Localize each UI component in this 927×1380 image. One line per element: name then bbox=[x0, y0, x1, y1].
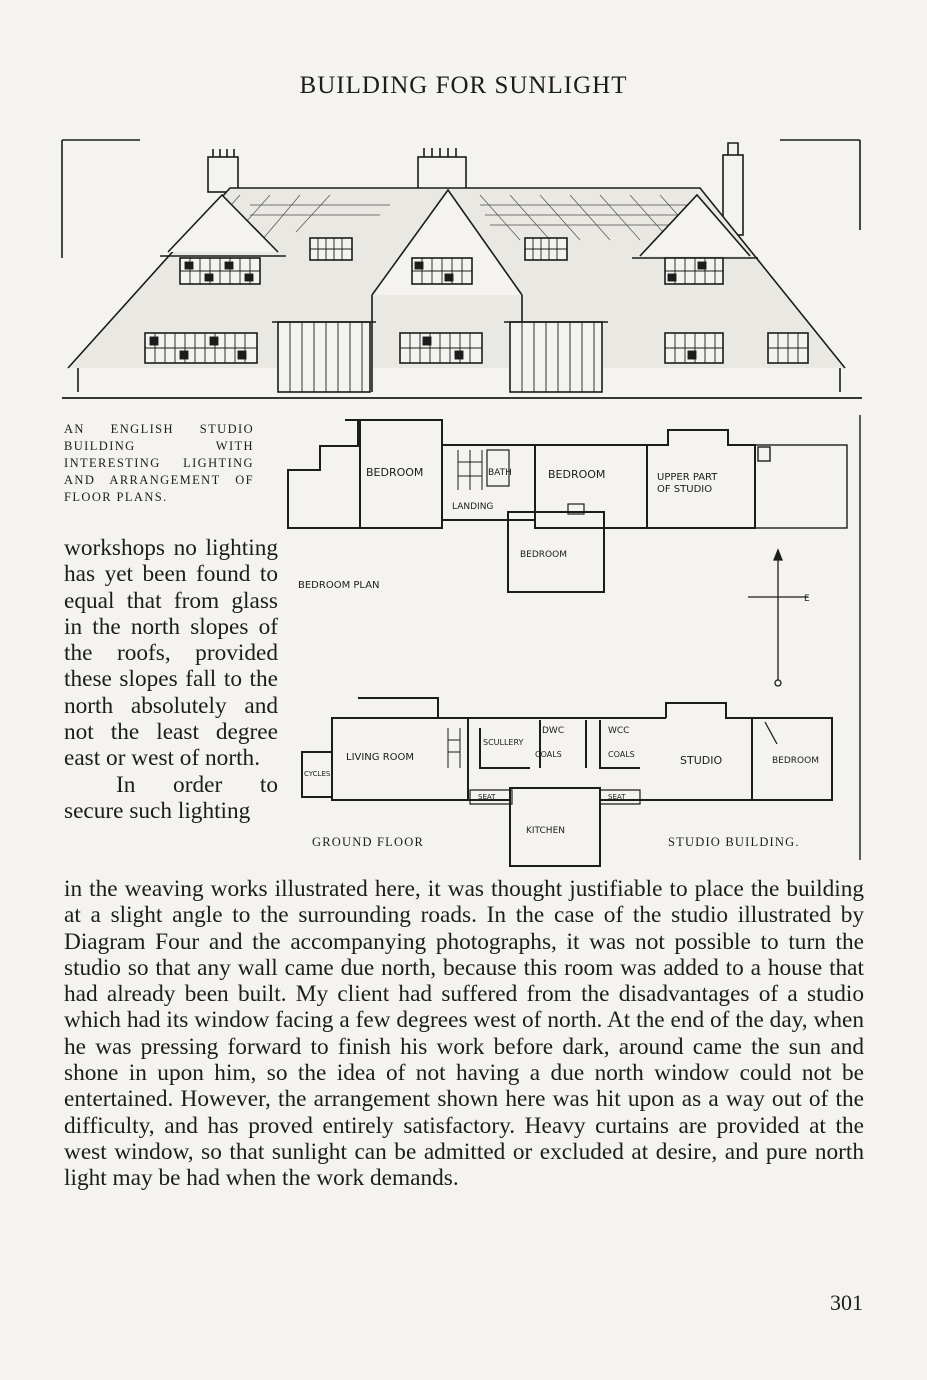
compass-mark: E bbox=[804, 594, 810, 604]
figure-caption: AN ENGLISH STUDIO BUILDING WITH INTERESTING LIGHTING AND ARRANGEMENT OF FLOOR PLANS. bbox=[64, 422, 254, 504]
room-label: SEAT bbox=[608, 793, 626, 801]
room-label: BEDROOM bbox=[772, 756, 819, 766]
room-label: BEDROOM bbox=[520, 550, 567, 560]
paragraph: workshops no lighting has yet been found to equal that from glass in the north slopes of the roofs, provided these slopes fall to the north absolutely and not the least degree east or west of north. bbox=[64, 535, 278, 772]
plan-title: BEDROOM PLAN bbox=[298, 580, 380, 591]
plan-label-studio: STUDIO BUILDING. bbox=[668, 835, 800, 849]
room-label: DWC bbox=[542, 726, 565, 736]
room-label: COALS bbox=[608, 750, 635, 759]
narrow-column bbox=[64, 535, 278, 824]
room-label: LIVING ROOM bbox=[346, 752, 415, 763]
room-label: WCC bbox=[608, 726, 630, 736]
room-label: SCULLERY bbox=[483, 738, 524, 747]
room-label: CYCLES bbox=[304, 770, 331, 778]
room-label: UPPER PART bbox=[657, 472, 718, 483]
room-label: KITCHEN bbox=[526, 826, 565, 836]
room-label: LANDING bbox=[452, 502, 494, 512]
room-label: COALS bbox=[535, 750, 562, 759]
room-label: BATH bbox=[488, 468, 512, 478]
room-label: OF STUDIO bbox=[657, 484, 713, 495]
room-label: BEDROOM bbox=[548, 468, 606, 481]
paragraph: In order to secure such lighting bbox=[64, 771, 278, 824]
body-paragraph: in the weaving works illustrated here, it was thought justifiable to place the building at a slight angle to the surrounding roads. In the case of the studio illustrated by Diagram Four and the accompanying photographs, it was not possible to turn the studio so that any wall came due north, because this room was added to a house that had already been built. My client had suffered from the disadvantages of a studio which had its window facing a few degrees west of north. At the end of the day, when he was pressing forward to finish his work before dark, around came the sun and shone in upon him, so the idea of not having a due north window could not be entertained. However, the arrangement shown here was hit upon as a way out of the difficulty, and has proved entirely satisfactory. Heavy curtains are provided at the west window, so that sunlight can be admitted or excluded at desire, and pure north light may be had when the work demands. bbox=[64, 876, 864, 1192]
running-head: BUILDING FOR SUNLIGHT bbox=[299, 72, 628, 99]
page-number: 301 bbox=[830, 1290, 863, 1315]
room-label: STUDIO bbox=[680, 754, 723, 767]
room-label: BEDROOM bbox=[366, 466, 424, 479]
plan-label-ground: GROUND FLOOR bbox=[312, 835, 424, 849]
room-label: SEAT bbox=[478, 793, 496, 801]
